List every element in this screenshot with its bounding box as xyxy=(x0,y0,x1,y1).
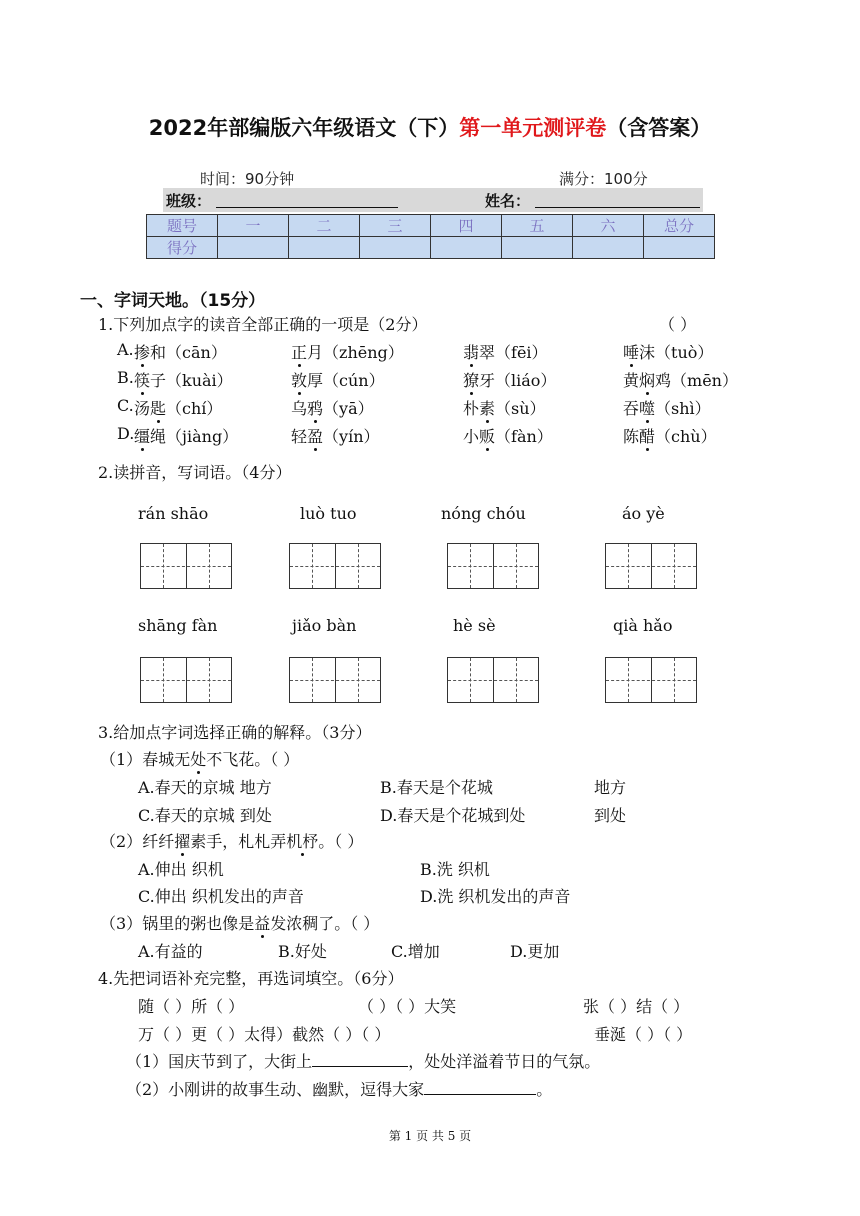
score-cell[interactable] xyxy=(218,237,289,259)
idiom-item: （ ）（ ）大笑 xyxy=(358,997,457,1016)
option-label: C. xyxy=(117,396,134,415)
writing-grid[interactable] xyxy=(140,543,232,589)
score-table-header: 三 xyxy=(360,215,431,237)
name-label: 姓名： xyxy=(485,192,531,210)
option-item: B.洗 织机 xyxy=(420,860,490,879)
option-item: 轻盈（yín） xyxy=(291,424,380,447)
dotted-char: 筷 xyxy=(134,368,150,391)
writing-grid[interactable] xyxy=(447,657,539,703)
option-item: 到处 xyxy=(594,806,627,825)
option-item: 乌鸦（yā） xyxy=(291,396,374,419)
dotted-char: 匙 xyxy=(150,396,166,419)
dotted-char: 掺 xyxy=(134,340,150,363)
sub-question-2: （2）纤纤擢素手，札札弄机杼。（ ） xyxy=(100,829,363,852)
option-item: B.春天是个花城 xyxy=(380,778,493,797)
page-footer: 第 1 页 共 5 页 xyxy=(388,1129,472,1143)
option-item: 敦厚（cún） xyxy=(291,368,385,391)
exam-time: 时间：90分钟 xyxy=(200,170,295,188)
dotted-char: 益 xyxy=(254,911,270,934)
dotted-char: 鸦 xyxy=(307,396,323,419)
dotted-char: 唾 xyxy=(623,340,639,363)
dotted-char: 敦 xyxy=(291,368,307,391)
dotted-char: 翡 xyxy=(463,340,479,363)
option-label: A. xyxy=(117,340,134,359)
pinyin-label: shāng fàn xyxy=(138,616,218,635)
dotted-char: 处 xyxy=(190,747,206,770)
question-3-stem: 3.给加点字词选择正确的解释。（3分） xyxy=(98,723,372,742)
option-item: 朴素（sù） xyxy=(463,396,546,419)
score-cell[interactable] xyxy=(644,237,715,259)
dotted-char: 醋 xyxy=(639,424,655,447)
score-cell[interactable] xyxy=(360,237,431,259)
option-item: A.有益的 xyxy=(138,942,203,961)
score-table-score-row xyxy=(147,237,715,259)
title-highlight: 第一单元测评卷 xyxy=(459,116,607,140)
option-item: D.更加 xyxy=(510,942,560,961)
option-item: 小贩（fàn） xyxy=(463,424,553,447)
writing-grid[interactable] xyxy=(605,657,697,703)
pinyin-label: áo yè xyxy=(622,504,665,523)
option-item: 翡翠（fēi） xyxy=(463,340,548,363)
class-field[interactable] xyxy=(216,207,398,208)
option-item: 正月（zhēng） xyxy=(291,340,404,363)
option-item: C.伸出 织机发出的声音 xyxy=(138,887,304,906)
student-info-bar xyxy=(163,188,703,212)
fill-sentence-2: （2）小刚讲的故事生动、幽默，逗得大家 。 xyxy=(126,1080,553,1099)
score-table-header-row xyxy=(147,215,715,237)
idiom-item: 张（ ）结（ ） xyxy=(583,997,690,1016)
writing-grid[interactable] xyxy=(447,543,539,589)
option-item: C.春天的京城 到处 xyxy=(138,806,272,825)
option-item: 掺和（cān） xyxy=(134,340,227,363)
writing-grid[interactable] xyxy=(140,657,232,703)
dotted-char: 机杼 xyxy=(286,829,318,852)
dotted-char: 獠 xyxy=(463,368,479,391)
writing-grid[interactable] xyxy=(289,543,381,589)
score-table-header: 一 xyxy=(218,215,289,237)
pinyin-label: luò tuo xyxy=(300,504,357,523)
exam-full-score: 满分：100分 xyxy=(559,170,648,188)
fill-blank[interactable] xyxy=(424,1078,536,1095)
fill-blank[interactable] xyxy=(312,1050,408,1067)
sub-question-1: （1）春城无处不飞花。（ ） xyxy=(100,747,299,770)
score-cell[interactable] xyxy=(502,237,573,259)
dotted-char: 正 xyxy=(291,340,307,363)
writing-grid[interactable] xyxy=(289,657,381,703)
option-label: B. xyxy=(117,368,134,387)
pinyin-label: qià hǎo xyxy=(613,616,673,635)
pinyin-label: nóng chóu xyxy=(441,504,526,523)
option-item: 唾沫（tuò） xyxy=(623,340,713,363)
option-item: 黄焖鸡（mēn） xyxy=(623,368,738,391)
option-item: 汤匙（chí） xyxy=(134,396,222,419)
score-table-header: 总分 xyxy=(644,215,715,237)
option-item: D.洗 织机发出的声音 xyxy=(420,887,571,906)
score-cell[interactable] xyxy=(431,237,502,259)
score-row-label: 得分 xyxy=(147,237,218,259)
dotted-char: 擢 xyxy=(174,829,190,852)
dotted-char: 缰 xyxy=(134,424,150,447)
question-1-stem: 1.下列加点字的读音全部正确的一项是（2分） xyxy=(98,315,428,334)
option-item: B.好处 xyxy=(278,942,327,961)
answer-bracket[interactable]: （ ） xyxy=(659,315,697,334)
score-table-header: 六 xyxy=(573,215,644,237)
score-cell[interactable] xyxy=(573,237,644,259)
score-table xyxy=(146,214,715,259)
page-title: 2022年部编版六年级语文（下）第一单元测评卷（含答案） xyxy=(148,116,712,140)
option-item: 陈醋（chù） xyxy=(623,424,717,447)
class-label: 班级： xyxy=(166,192,212,210)
sub-question-3: （3）锅里的粥也像是益发浓稠了。（ ） xyxy=(100,911,379,934)
idiom-item: 垂涎（ ）（ ） xyxy=(594,1025,693,1044)
score-cell[interactable] xyxy=(289,237,360,259)
dotted-char: 焖 xyxy=(639,368,655,391)
option-label: D. xyxy=(117,424,135,443)
option-item: A.春天的京城 地方 xyxy=(138,778,272,797)
option-item: 吞噬（shì） xyxy=(623,396,711,419)
pinyin-label: hè sè xyxy=(453,616,496,635)
idiom-item: 随（ ）所（ ） xyxy=(138,997,245,1016)
option-item: D.春天是个花城到处 xyxy=(380,806,526,825)
option-item: 獠牙（liáo） xyxy=(463,368,556,391)
writing-grid[interactable] xyxy=(605,543,697,589)
dotted-char: 素 xyxy=(479,396,495,419)
option-item: C.增加 xyxy=(391,942,440,961)
idiom-item: 万（ ）更（ ）太得）截然（ ）（ ） xyxy=(138,1025,391,1044)
score-table-header: 题号 xyxy=(147,215,218,237)
section-title: 一、字词天地。（15分） xyxy=(80,291,266,311)
option-item: 筷子（kuài） xyxy=(134,368,233,391)
dotted-char: 噬 xyxy=(639,396,655,419)
question-4-stem: 4.先把词语补充完整，再选词填空。（6分） xyxy=(98,969,404,988)
dotted-char: 盈 xyxy=(307,424,323,447)
name-field[interactable] xyxy=(535,207,700,208)
pinyin-label: jiǎo bàn xyxy=(292,616,357,635)
dotted-char: 贩 xyxy=(479,424,495,447)
option-item: 地方 xyxy=(594,778,627,797)
question-2-stem: 2.读拼音，写词语。（4分） xyxy=(98,463,292,482)
fill-sentence-1: （1）国庆节到了，大街上 ，处处洋溢着节日的气氛。 xyxy=(126,1052,601,1071)
score-table-header: 二 xyxy=(289,215,360,237)
score-table-header: 四 xyxy=(431,215,502,237)
option-item: A.伸出 织机 xyxy=(138,860,224,879)
score-table-header: 五 xyxy=(502,215,573,237)
option-item: 缰绳（jiàng） xyxy=(134,424,238,447)
pinyin-label: rán shāo xyxy=(138,504,209,523)
